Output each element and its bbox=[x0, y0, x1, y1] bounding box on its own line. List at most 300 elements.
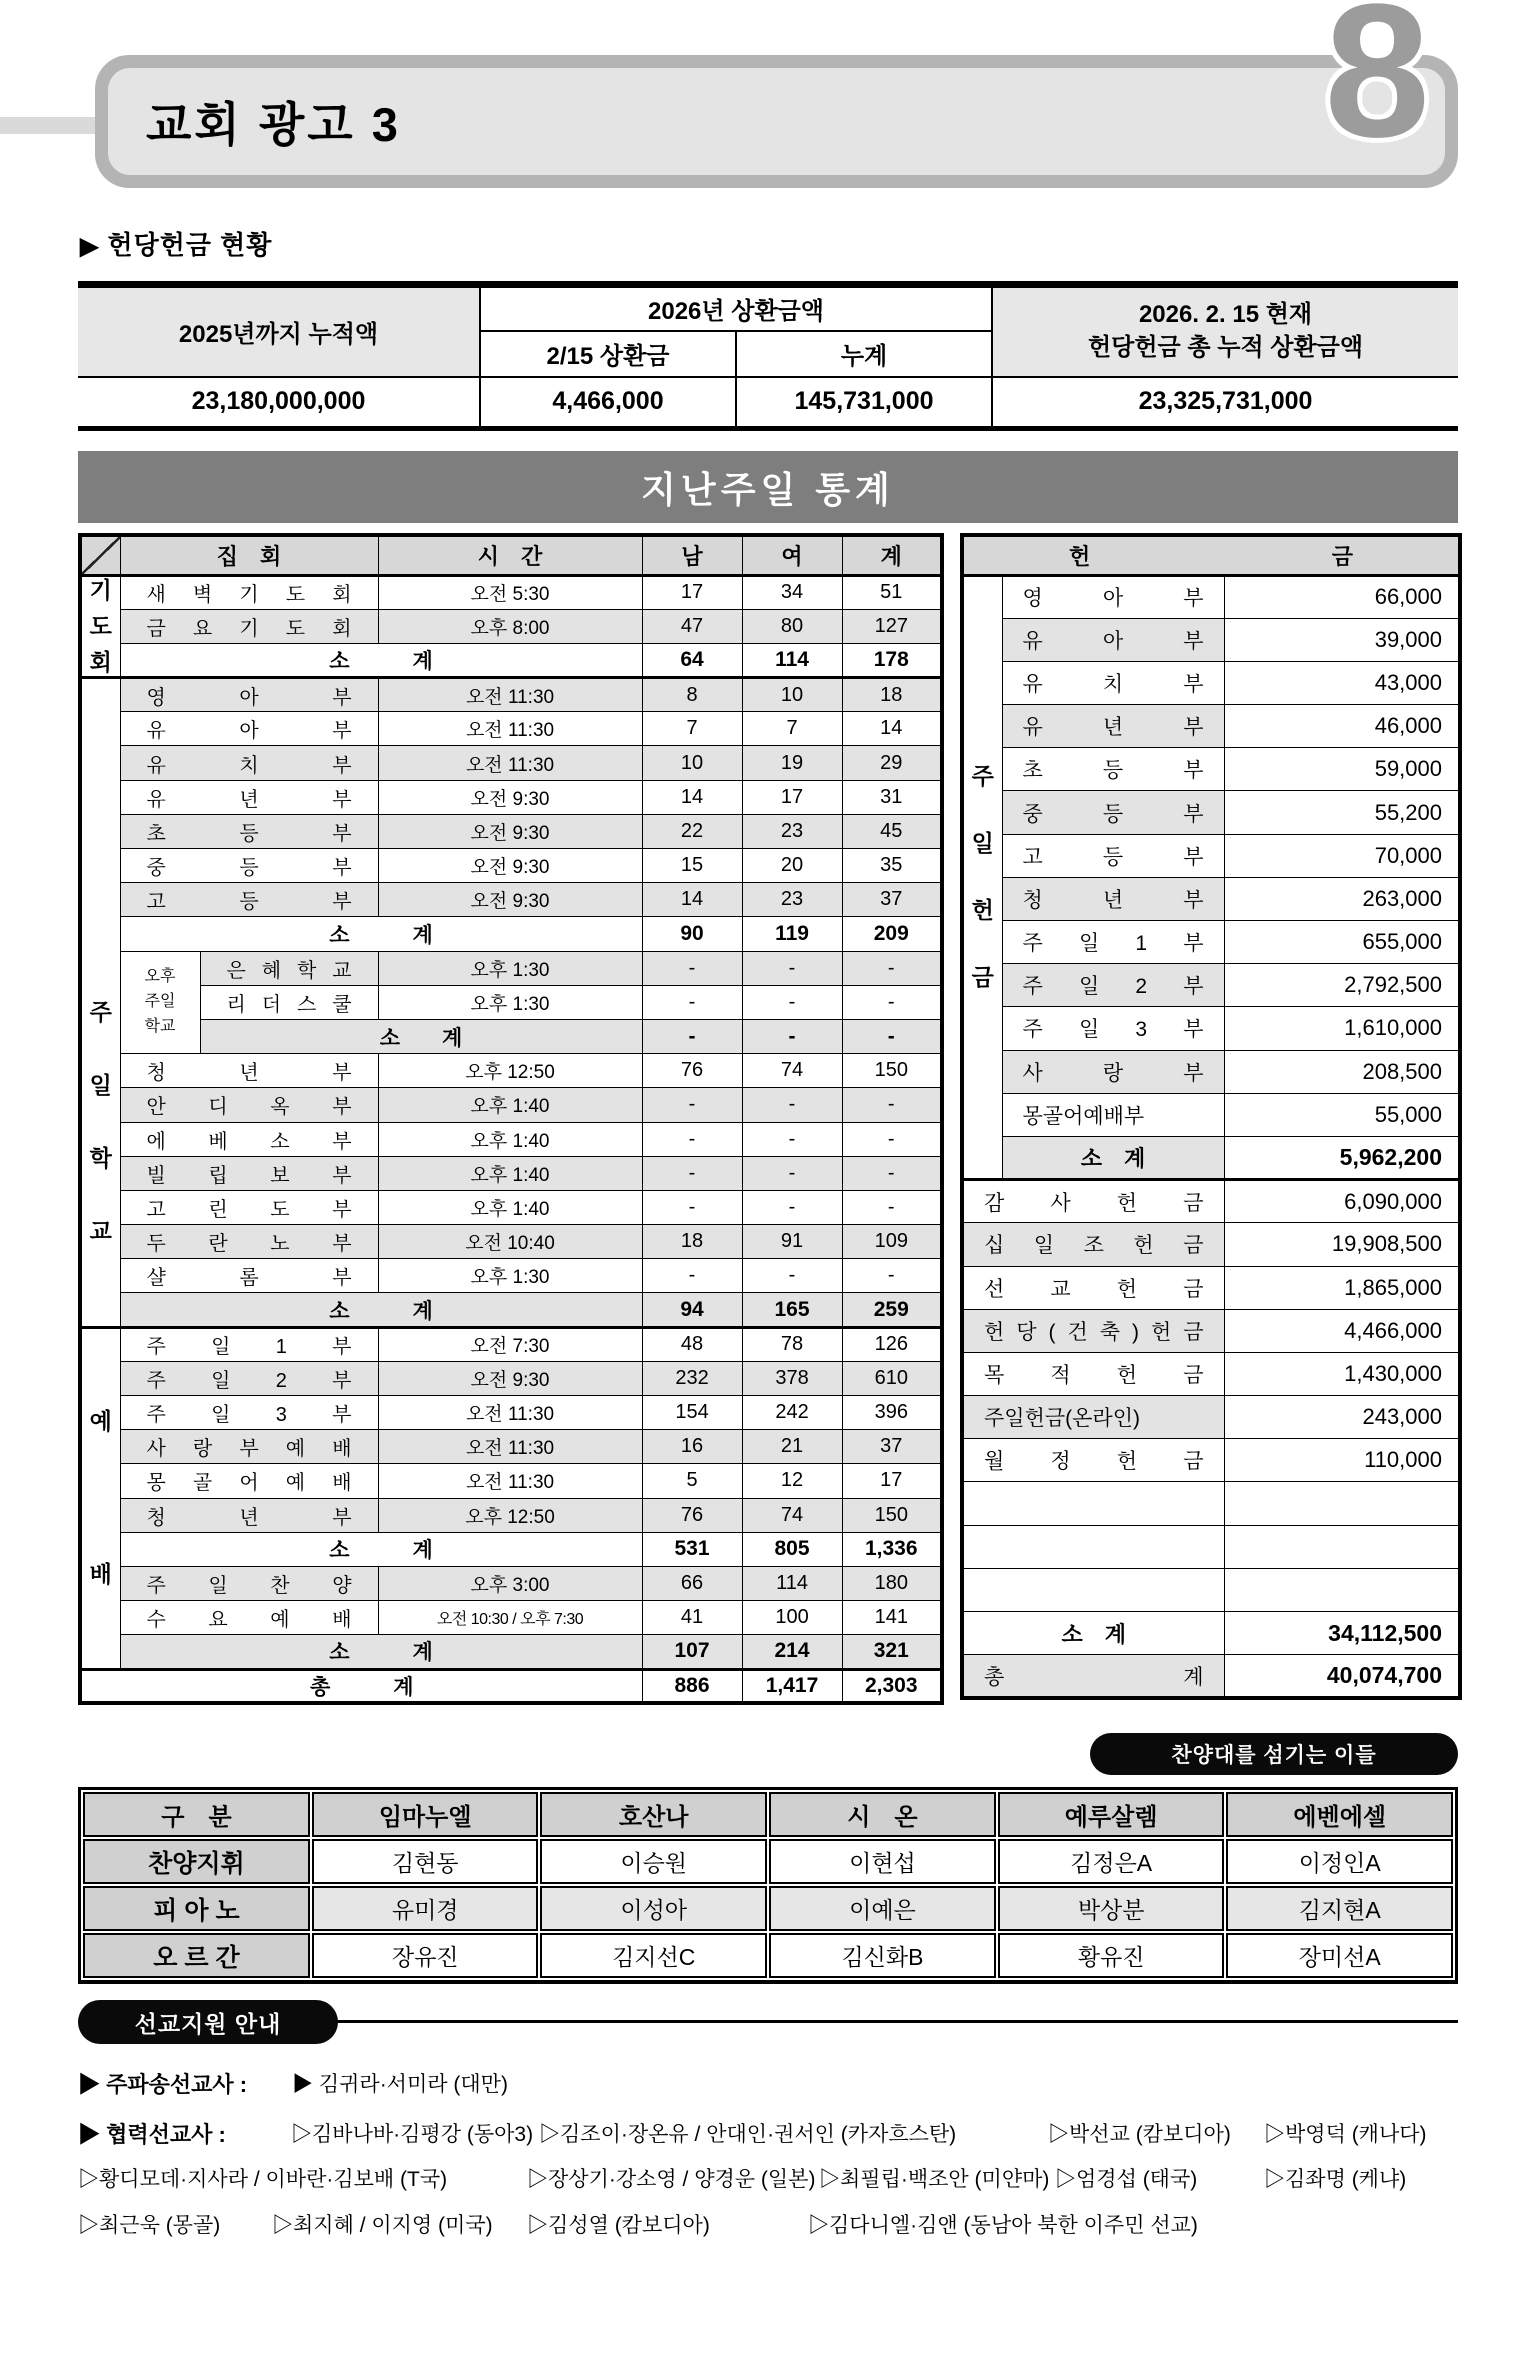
female-count: - bbox=[742, 951, 842, 985]
total-count: 1,336 bbox=[842, 1532, 942, 1566]
total-count: 14 bbox=[842, 712, 942, 746]
offering-row bbox=[962, 1439, 1460, 1482]
col-until-2025: 2025년까지 누적액 bbox=[78, 285, 480, 377]
total-count: - bbox=[842, 1122, 942, 1156]
choir-member-name: 김지선C bbox=[540, 1933, 767, 1978]
total-count: - bbox=[842, 1156, 942, 1190]
choir-col-name: 에벤에셀 bbox=[1226, 1792, 1453, 1837]
choir-member-name: 장유진 bbox=[312, 1933, 539, 1978]
choir-table bbox=[78, 1787, 1458, 1984]
total-count: 259 bbox=[842, 1293, 942, 1327]
male-count: 154 bbox=[642, 1396, 742, 1430]
meeting-label: 초 등 부 bbox=[120, 814, 378, 848]
attendance-row bbox=[80, 1361, 942, 1395]
meeting-label: 영 아 부 bbox=[120, 678, 378, 712]
vertical-char: 예 bbox=[89, 1408, 112, 1435]
meeting-label: 은 혜 학 교 bbox=[200, 951, 378, 985]
female-count: 80 bbox=[742, 609, 842, 643]
missionary-item: ▷김좌명 (케냐) bbox=[1264, 2168, 1407, 2191]
male-count: - bbox=[642, 1088, 742, 1122]
group-label-cell bbox=[80, 575, 120, 678]
female-count: 12 bbox=[742, 1464, 842, 1498]
attendance-row bbox=[80, 1430, 942, 1464]
meeting-label: 청 년 부 bbox=[120, 1498, 378, 1532]
meeting-label: 유 아 부 bbox=[120, 712, 378, 746]
vertical-char: 기 bbox=[89, 576, 112, 603]
meeting-time: 오후 1:30 bbox=[378, 951, 642, 985]
offering-label: 소 계 bbox=[962, 1612, 1224, 1655]
total-count: 51 bbox=[842, 575, 942, 609]
female-count: 19 bbox=[742, 746, 842, 780]
subgroup-line: 오후 bbox=[144, 968, 176, 986]
total-count: - bbox=[842, 1259, 942, 1293]
total-count: 126 bbox=[842, 1327, 942, 1361]
total-count: 180 bbox=[842, 1566, 942, 1600]
offering-amount: 1,610,000 bbox=[1224, 1007, 1460, 1050]
total-count: 321 bbox=[842, 1635, 942, 1669]
meeting-label: 사 랑 부 예 배 bbox=[120, 1430, 378, 1464]
value-until-2025: 23,180,000,000 bbox=[78, 377, 480, 429]
offering-amount: 34,112,500 bbox=[1224, 1612, 1460, 1655]
choir-col-name: 시 온 bbox=[769, 1792, 996, 1837]
male-count: 64 bbox=[642, 643, 742, 677]
total-count: 31 bbox=[842, 780, 942, 814]
attendance-row bbox=[80, 1498, 942, 1532]
offering-label: 유 년 부 bbox=[1002, 705, 1224, 748]
attendance-row bbox=[80, 1464, 942, 1498]
offering-label: 소 계 bbox=[1002, 1136, 1224, 1179]
male-count: 7 bbox=[642, 712, 742, 746]
attendance-row bbox=[80, 1566, 942, 1600]
choir-member-name: 이예은 bbox=[769, 1886, 996, 1931]
choir-pill: 찬양대를 섬기는 이들 bbox=[1090, 1733, 1458, 1775]
total-count: 209 bbox=[842, 917, 942, 951]
meeting-label: 새 벽 기 도 회 bbox=[120, 575, 378, 609]
total-count: 2,303 bbox=[842, 1669, 942, 1703]
grand-total-label: 총 계 bbox=[80, 1669, 642, 1703]
meeting-label: 주 일 3 부 bbox=[120, 1396, 378, 1430]
total-count: 150 bbox=[842, 1498, 942, 1532]
offering-row bbox=[962, 575, 1460, 618]
total-count: 29 bbox=[842, 746, 942, 780]
total-count: 45 bbox=[842, 814, 942, 848]
choir-member-name: 김신화B bbox=[769, 1933, 996, 1978]
attendance-row bbox=[80, 1259, 942, 1293]
meeting-time: 오전 7:30 bbox=[378, 1327, 642, 1361]
offering-amount: 655,000 bbox=[1224, 921, 1460, 964]
female-count: 119 bbox=[742, 917, 842, 951]
meeting-label: 청 년 부 bbox=[120, 1054, 378, 1088]
male-count: 18 bbox=[642, 1225, 742, 1259]
attendance-row bbox=[80, 1190, 942, 1224]
female-count: 805 bbox=[742, 1532, 842, 1566]
meeting-time: 오후 1:30 bbox=[378, 1259, 642, 1293]
choir-role-label: 오 르 간 bbox=[83, 1933, 310, 1978]
offering-amount: 1,865,000 bbox=[1224, 1266, 1460, 1309]
offering-row bbox=[962, 1007, 1460, 1050]
male-count: 10 bbox=[642, 746, 742, 780]
triangle-marker-icon: ▶ bbox=[80, 233, 100, 260]
offering-label: 선 교 헌 금 bbox=[962, 1266, 1224, 1309]
choir-member-name: 이정인A bbox=[1226, 1839, 1453, 1884]
vertical-char: 일 bbox=[971, 830, 994, 857]
meeting-label: 중 등 부 bbox=[120, 849, 378, 883]
attendance-row bbox=[80, 1054, 942, 1088]
offering-amount: 70,000 bbox=[1224, 834, 1460, 877]
offering-label: 사 랑 부 bbox=[1002, 1050, 1224, 1093]
meeting-time: 오전 9:30 bbox=[378, 814, 642, 848]
attendance-row bbox=[80, 780, 942, 814]
offering-amount: 2,792,500 bbox=[1224, 964, 1460, 1007]
subtotal-label: 소 계 bbox=[120, 1293, 642, 1327]
subtotal-label: 소 계 bbox=[120, 1635, 642, 1669]
male-count: - bbox=[642, 1190, 742, 1224]
offering-row bbox=[962, 1655, 1460, 1698]
offering-amount bbox=[1224, 1525, 1460, 1568]
attendance-table bbox=[78, 533, 944, 1705]
offering-amount: 19,908,500 bbox=[1224, 1223, 1460, 1266]
choir-role-label: 찬양지휘 bbox=[83, 1839, 310, 1884]
vertical-char: 주 bbox=[89, 999, 112, 1026]
meeting-time: 오전 9:30 bbox=[378, 780, 642, 814]
choir-member-name: 이성아 bbox=[540, 1886, 767, 1931]
offering-amount: 46,000 bbox=[1224, 705, 1460, 748]
total-count: 37 bbox=[842, 1430, 942, 1464]
female-count: - bbox=[742, 1122, 842, 1156]
choir-role-label: 피 아 노 bbox=[83, 1886, 310, 1931]
attendance-row bbox=[80, 814, 942, 848]
subgroup-line: 학교 bbox=[144, 1017, 176, 1035]
vertical-char: 회 bbox=[89, 648, 112, 675]
offering-label: 주일헌금(온라인) bbox=[962, 1396, 1224, 1439]
offering-label: 감 사 헌 금 bbox=[962, 1180, 1224, 1223]
offering-row bbox=[962, 1612, 1460, 1655]
meeting-time: 오전 11:30 bbox=[378, 678, 642, 712]
female-count: 21 bbox=[742, 1430, 842, 1464]
offering-table bbox=[960, 533, 1462, 1700]
offering-label: 영 아 부 bbox=[1002, 575, 1224, 618]
meeting-label: 리 더 스 쿨 bbox=[200, 985, 378, 1019]
male-count: 47 bbox=[642, 609, 742, 643]
choir-col-name: 예루살렘 bbox=[998, 1792, 1225, 1837]
meeting-time: 오전 9:30 bbox=[378, 883, 642, 917]
female-count: 100 bbox=[742, 1601, 842, 1635]
total-count: 150 bbox=[842, 1054, 942, 1088]
meeting-time: 오후 12:50 bbox=[378, 1054, 642, 1088]
attendance-row bbox=[80, 609, 942, 643]
male-count: 17 bbox=[642, 575, 742, 609]
attendance-row bbox=[80, 1156, 942, 1190]
male-count: - bbox=[642, 1259, 742, 1293]
choir-row bbox=[83, 1933, 1453, 1978]
offering-label bbox=[962, 1568, 1224, 1611]
missionary-item: ▷김조이·장온유 / 안대인·권서인 (카자흐스탄) bbox=[539, 2123, 957, 2146]
female-count: 1,417 bbox=[742, 1669, 842, 1703]
total-count: 35 bbox=[842, 849, 942, 883]
subtotal-label: 소 계 bbox=[120, 917, 642, 951]
mission-row-label: ▶ 협력선교사 : bbox=[78, 2122, 226, 2147]
meeting-label: 유 치 부 bbox=[120, 746, 378, 780]
vertical-char: 헌 bbox=[971, 897, 994, 924]
attendance-row bbox=[80, 917, 942, 951]
choir-member-name: 유미경 bbox=[312, 1886, 539, 1931]
offering-row bbox=[962, 921, 1460, 964]
col-female: 여 bbox=[742, 535, 842, 575]
donation-section-title bbox=[80, 225, 272, 262]
male-count: - bbox=[642, 985, 742, 1019]
page-header-box bbox=[95, 55, 1458, 188]
attendance-row bbox=[80, 985, 942, 1019]
offering-label: 주 일 1 부 bbox=[1002, 921, 1224, 964]
total-count: 17 bbox=[842, 1464, 942, 1498]
meeting-label: 두 란 노 부 bbox=[120, 1225, 378, 1259]
attendance-row bbox=[80, 1293, 942, 1327]
missionary-item: ▷황디모데·지사라 / 이바란·김보배 (T국) bbox=[78, 2168, 448, 2191]
male-count: 16 bbox=[642, 1430, 742, 1464]
col-male: 남 bbox=[642, 535, 742, 575]
choir-member-name: 김현동 bbox=[312, 1839, 539, 1884]
offering-amount: 43,000 bbox=[1224, 661, 1460, 704]
total-count: - bbox=[842, 951, 942, 985]
choir-row bbox=[83, 1839, 1453, 1884]
meeting-time: 오전 11:30 bbox=[378, 1430, 642, 1464]
donation-section-title-text: 헌당헌금 현황 bbox=[107, 230, 273, 260]
col-current-line2: 헌당헌금 총 누적 상환금액 bbox=[1088, 333, 1364, 361]
total-count: 18 bbox=[842, 678, 942, 712]
offering-label: 목 적 헌 금 bbox=[962, 1352, 1224, 1395]
missionary-item: ▷김바나바·김평강 (동아3) bbox=[291, 2123, 534, 2146]
total-count: 109 bbox=[842, 1225, 942, 1259]
male-count: 22 bbox=[642, 814, 742, 848]
meeting-time: 오후 1:40 bbox=[378, 1156, 642, 1190]
male-count: 14 bbox=[642, 780, 742, 814]
offering-row bbox=[962, 834, 1460, 877]
meeting-time: 오후 1:40 bbox=[378, 1190, 642, 1224]
missionary-item: ▷박영덕 (캐나다) bbox=[1264, 2123, 1427, 2146]
offering-label: 중 등 부 bbox=[1002, 791, 1224, 834]
offering-amount: 66,000 bbox=[1224, 575, 1460, 618]
offering-label: 총 계 bbox=[962, 1655, 1224, 1698]
offering-amount: 55,000 bbox=[1224, 1093, 1460, 1136]
male-count: - bbox=[642, 1019, 742, 1053]
missionary-item: ▷김다니엘·김앤 (동남아 북한 이주민 선교) bbox=[808, 2214, 1198, 2237]
attendance-row bbox=[80, 1225, 942, 1259]
attendance-row bbox=[80, 1532, 942, 1566]
offering-row bbox=[962, 1136, 1460, 1179]
female-count: 74 bbox=[742, 1498, 842, 1532]
female-count: 165 bbox=[742, 1293, 842, 1327]
female-count: 214 bbox=[742, 1635, 842, 1669]
attendance-row bbox=[80, 1396, 942, 1430]
male-count: 531 bbox=[642, 1532, 742, 1566]
group-label-cell bbox=[80, 678, 120, 1328]
choir-member-name: 이현섭 bbox=[769, 1839, 996, 1884]
offering-label: 십 일 조 헌 금 bbox=[962, 1223, 1224, 1266]
attendance-row bbox=[80, 883, 942, 917]
total-count: 396 bbox=[842, 1396, 942, 1430]
col-repay-215: 2/15 상환금 bbox=[480, 331, 736, 377]
offering-label: 주 일 2 부 bbox=[1002, 964, 1224, 1007]
vertical-char: 금 bbox=[971, 964, 994, 991]
meeting-label: 안 디 옥 부 bbox=[120, 1088, 378, 1122]
attendance-row bbox=[80, 746, 942, 780]
missionary-item: ▷최지혜 / 이지영 (미국) bbox=[272, 2214, 493, 2237]
male-count: 90 bbox=[642, 917, 742, 951]
offering-row bbox=[962, 877, 1460, 920]
table-row bbox=[78, 285, 1458, 331]
meeting-label: 주 일 1 부 bbox=[120, 1327, 378, 1361]
offering-row bbox=[962, 1568, 1460, 1611]
meeting-label: 빌 립 보 부 bbox=[120, 1156, 378, 1190]
offering-label: 주 일 3 부 bbox=[1002, 1007, 1224, 1050]
attendance-row bbox=[80, 678, 942, 712]
group-label-cell bbox=[80, 1327, 120, 1669]
male-count: 66 bbox=[642, 1566, 742, 1600]
mission-pill: 선교지원 안내 bbox=[78, 2000, 338, 2044]
male-count: 5 bbox=[642, 1464, 742, 1498]
offering-header: 헌 금 bbox=[962, 535, 1460, 575]
col-meeting: 집 회 bbox=[120, 535, 378, 575]
vertical-group-label bbox=[82, 576, 120, 675]
female-count: 10 bbox=[742, 678, 842, 712]
female-count: 378 bbox=[742, 1361, 842, 1395]
male-count: 107 bbox=[642, 1635, 742, 1669]
value-cumulative: 145,731,000 bbox=[736, 377, 992, 429]
offering-row bbox=[962, 1482, 1460, 1525]
meeting-label: 샬 롬 부 bbox=[120, 1259, 378, 1293]
mission-row bbox=[0, 2068, 1535, 2098]
female-count: - bbox=[742, 1190, 842, 1224]
page-header-inner bbox=[108, 68, 1445, 175]
mission-row bbox=[0, 2209, 1535, 2239]
female-count: 20 bbox=[742, 849, 842, 883]
offering-row bbox=[962, 1525, 1460, 1568]
total-count: 178 bbox=[842, 643, 942, 677]
meeting-label: 고 린 도 부 bbox=[120, 1190, 378, 1224]
female-count: 114 bbox=[742, 1566, 842, 1600]
attendance-row bbox=[80, 1122, 942, 1156]
offering-amount: 39,000 bbox=[1224, 618, 1460, 661]
attendance-row bbox=[80, 1019, 942, 1053]
page-title: 교회 광고 3 bbox=[146, 98, 401, 151]
total-count: 127 bbox=[842, 609, 942, 643]
meeting-time: 오전 9:30 bbox=[378, 1361, 642, 1395]
attendance-row bbox=[80, 1327, 942, 1361]
male-count: 48 bbox=[642, 1327, 742, 1361]
offering-amount: 110,000 bbox=[1224, 1439, 1460, 1482]
offering-label: 월 정 헌 금 bbox=[962, 1439, 1224, 1482]
vertical-group-label bbox=[82, 1410, 120, 1586]
choir-col-name: 호산나 bbox=[540, 1792, 767, 1837]
offering-label bbox=[962, 1482, 1224, 1525]
offering-row bbox=[962, 964, 1460, 1007]
offering-label: 헌 당 ( 건 축 ) 헌 금 bbox=[962, 1309, 1224, 1352]
offering-row bbox=[962, 1352, 1460, 1395]
offering-label: 고 등 부 bbox=[1002, 834, 1224, 877]
male-count: - bbox=[642, 1156, 742, 1190]
diagonal-header-cell bbox=[80, 535, 120, 575]
female-count: 74 bbox=[742, 1054, 842, 1088]
total-count: - bbox=[842, 1190, 942, 1224]
meeting-time: 오전 11:30 bbox=[378, 1396, 642, 1430]
offering-label bbox=[962, 1525, 1224, 1568]
choir-member-name: 장미선A bbox=[1226, 1933, 1453, 1978]
mission-row bbox=[0, 2163, 1535, 2193]
choir-col-name: 임마누엘 bbox=[312, 1792, 539, 1837]
choir-row bbox=[83, 1886, 1453, 1931]
offering-amount: 208,500 bbox=[1224, 1050, 1460, 1093]
male-count: - bbox=[642, 951, 742, 985]
male-count: 232 bbox=[642, 1361, 742, 1395]
meeting-time: 오전 10:40 bbox=[378, 1225, 642, 1259]
male-count: - bbox=[642, 1122, 742, 1156]
female-count: 91 bbox=[742, 1225, 842, 1259]
attendance-row bbox=[80, 849, 942, 883]
value-current-total: 23,325,731,000 bbox=[992, 377, 1458, 429]
female-count: - bbox=[742, 985, 842, 1019]
vertical-char: 학 bbox=[89, 1145, 112, 1172]
offering-amount: 243,000 bbox=[1224, 1396, 1460, 1439]
meeting-label: 유 년 부 bbox=[120, 780, 378, 814]
female-count: - bbox=[742, 1088, 842, 1122]
meeting-time: 오전 9:30 bbox=[378, 849, 642, 883]
total-count: 610 bbox=[842, 1361, 942, 1395]
meeting-label: 주 일 2 부 bbox=[120, 1361, 378, 1395]
page-number: 8 bbox=[1324, 0, 1430, 177]
missionary-item: ▷장상기·강소영 / 양경운 (일본) bbox=[527, 2168, 816, 2191]
choir-member-name: 황유진 bbox=[998, 1933, 1225, 1978]
meeting-time: 오후 3:00 bbox=[378, 1566, 642, 1600]
total-count: 141 bbox=[842, 1601, 942, 1635]
subtotal-label: 소 계 bbox=[120, 643, 642, 677]
offering-header-row bbox=[962, 535, 1460, 575]
subgroup-line: 주일 bbox=[144, 992, 176, 1010]
col-current-line1: 2026. 2. 15 현재 bbox=[1138, 301, 1313, 329]
attendance-row bbox=[80, 1669, 942, 1703]
table-row bbox=[78, 377, 1458, 429]
mission-row bbox=[0, 2118, 1535, 2148]
total-count: - bbox=[842, 1019, 942, 1053]
col-current-total bbox=[992, 285, 1458, 377]
offering-label: 몽골어예배부 bbox=[1002, 1093, 1224, 1136]
offering-row bbox=[962, 618, 1460, 661]
meeting-time: 오후 1:40 bbox=[378, 1088, 642, 1122]
total-count: - bbox=[842, 985, 942, 1019]
male-count: 76 bbox=[642, 1498, 742, 1532]
col-total: 계 bbox=[842, 535, 942, 575]
total-count: 37 bbox=[842, 883, 942, 917]
attendance-row bbox=[80, 1635, 942, 1669]
offering-row bbox=[962, 1309, 1460, 1352]
offering-amount: 55,200 bbox=[1224, 791, 1460, 834]
missionary-item: ▷최근욱 (몽골) bbox=[78, 2214, 221, 2237]
meeting-time: 오전 11:30 bbox=[378, 1464, 642, 1498]
attendance-row bbox=[80, 712, 942, 746]
left-accent-strip bbox=[0, 117, 99, 134]
donation-status-table bbox=[78, 281, 1458, 431]
female-count: 23 bbox=[742, 814, 842, 848]
meeting-label: 고 등 부 bbox=[120, 883, 378, 917]
col-cumulative: 누계 bbox=[736, 331, 992, 377]
vertical-char: 도 bbox=[89, 612, 112, 639]
meeting-time: 오후 12:50 bbox=[378, 1498, 642, 1532]
vertical-char: 주 bbox=[971, 763, 994, 790]
offering-amount: 5,962,200 bbox=[1224, 1136, 1460, 1179]
offering-amount bbox=[1224, 1482, 1460, 1525]
col-time: 시 간 bbox=[378, 535, 642, 575]
offering-amount: 4,466,000 bbox=[1224, 1309, 1460, 1352]
male-count: 94 bbox=[642, 1293, 742, 1327]
